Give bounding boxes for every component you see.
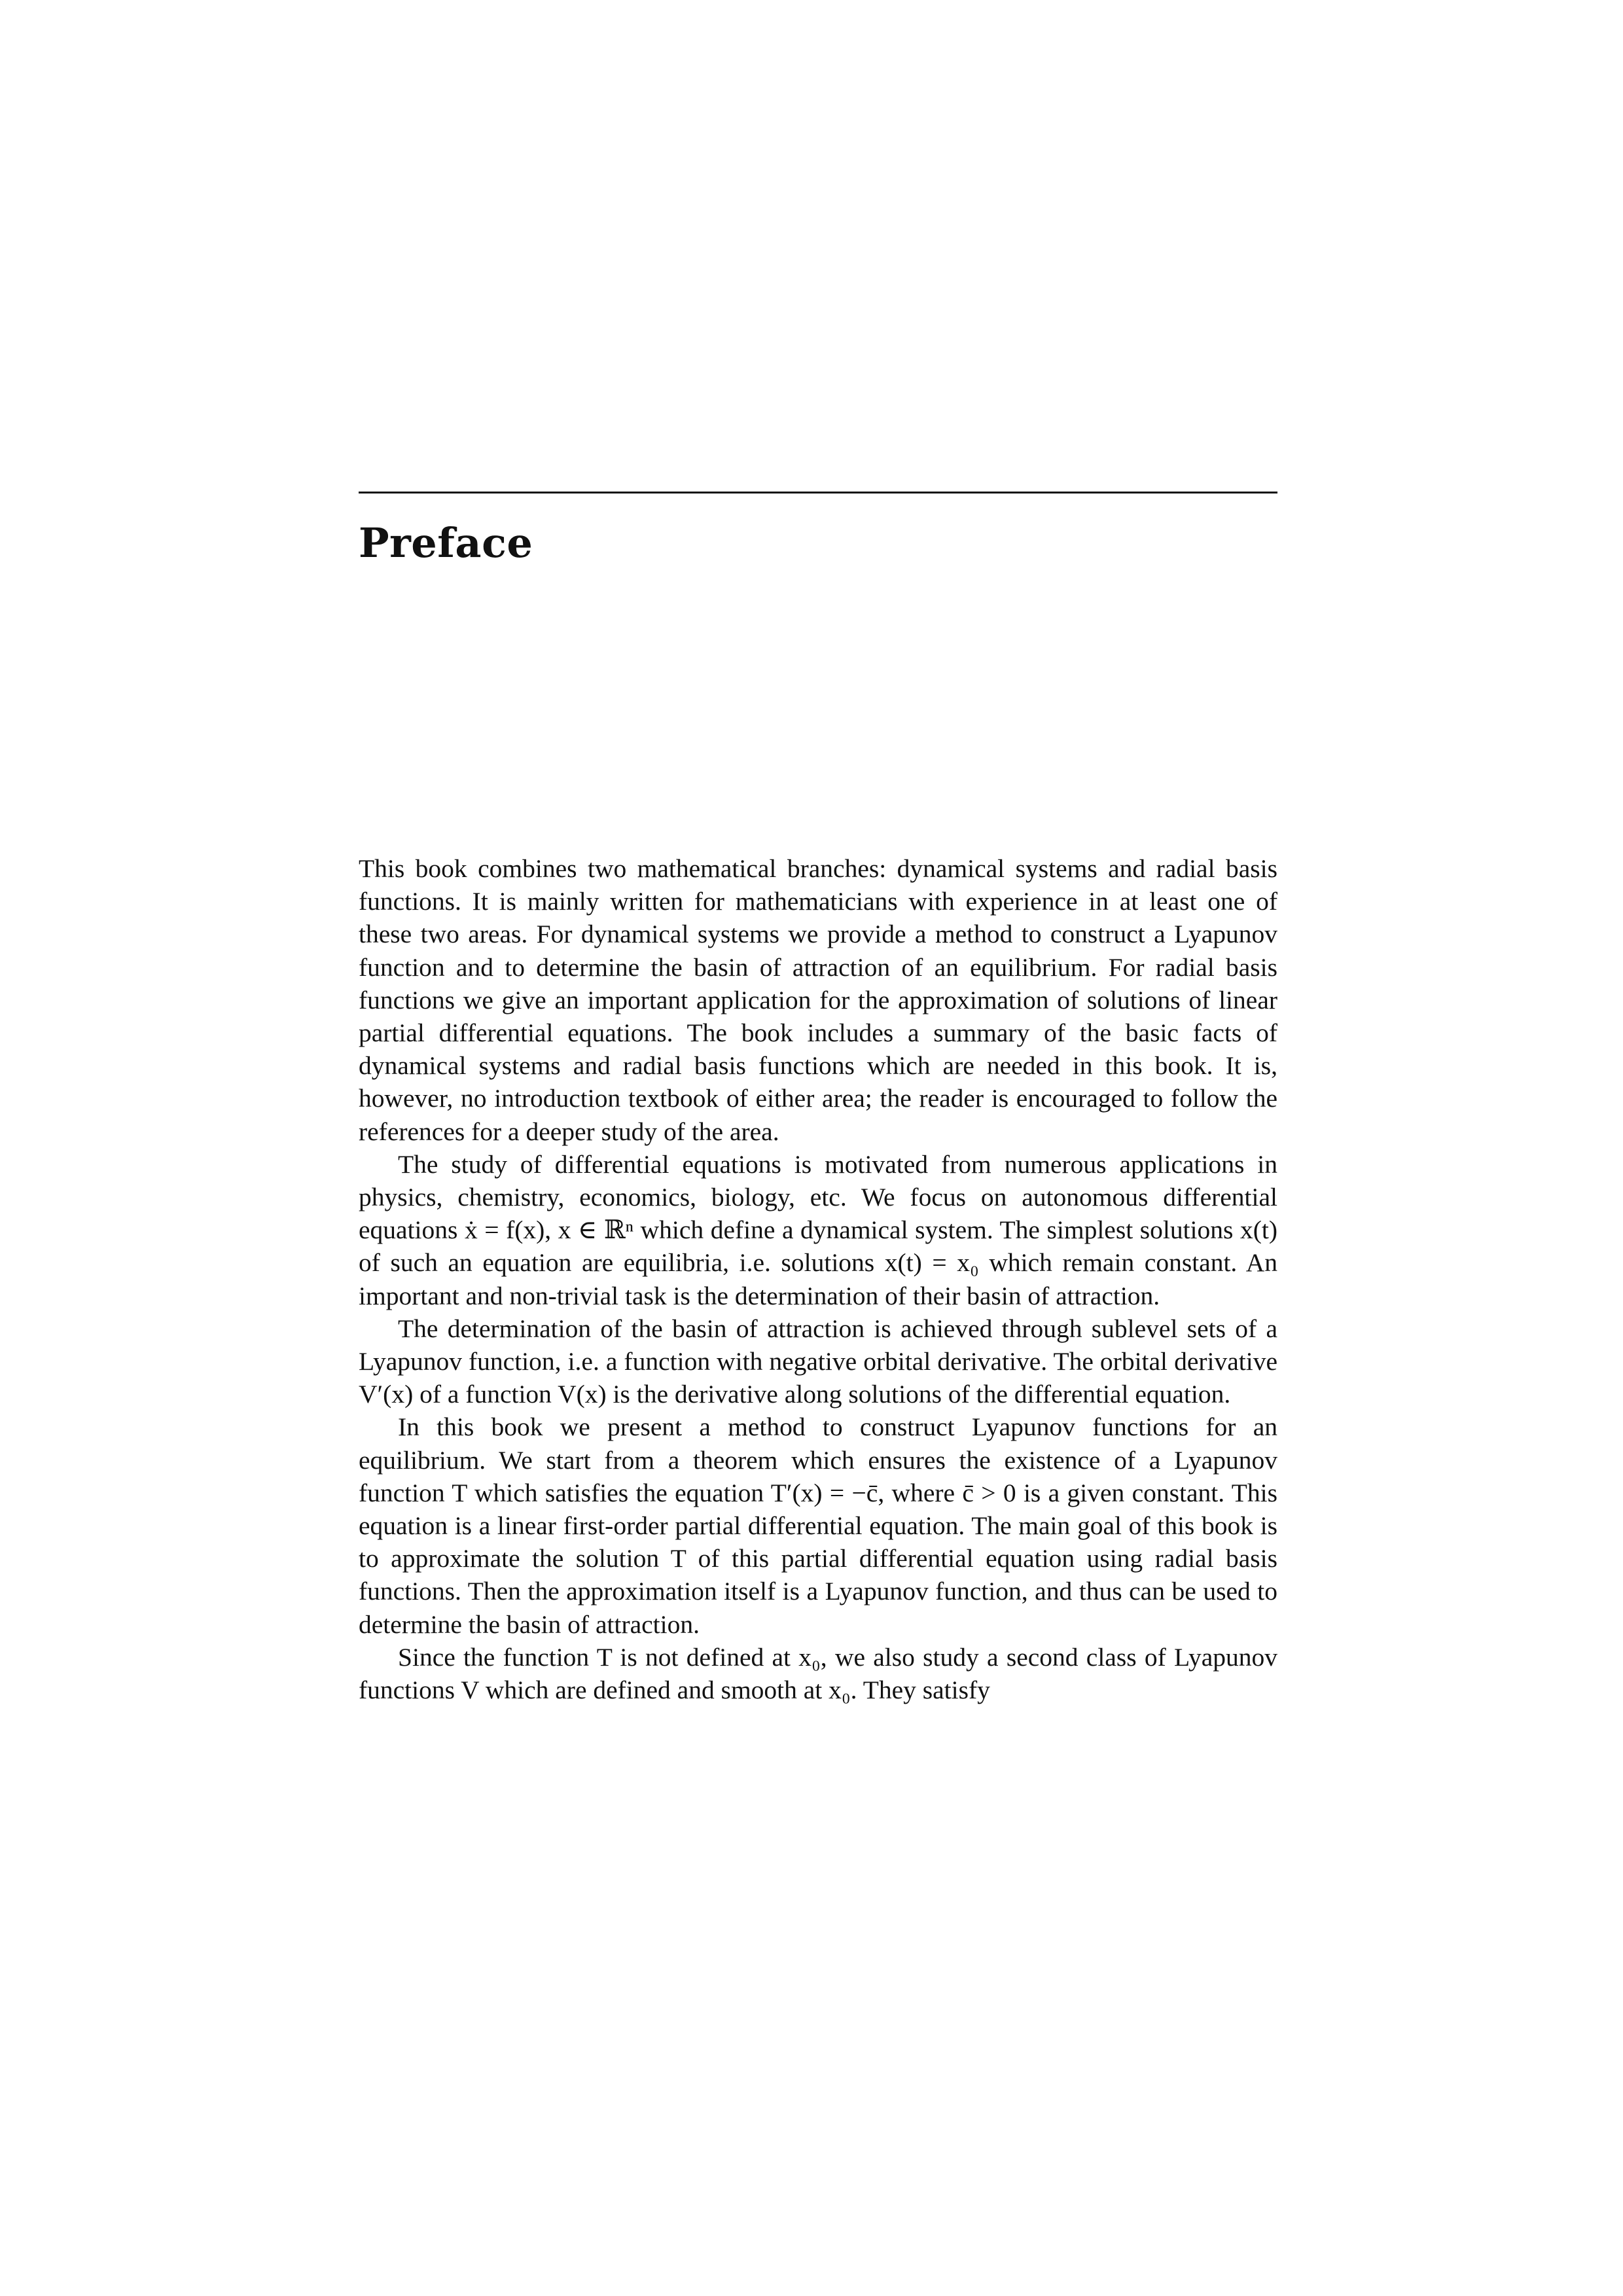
paragraph-5: Since the function T is not defined at x₀, we also study a second class of Lyapunov functions V which are defined and smooth at x₀. They satisfy bbox=[359, 1642, 1277, 1705]
paragraph-2: The study of differential equations is motivated from numerous applications in physics, chemistry, economics, biology, etc. We focus on autonomous differential equations ẋ = f(x), x ∈ ℝⁿ which define a dynamical system. The simplest solutions x(t) of such an equation are equilibria, i.e. solutions x(t) = x₀ which remain constant. An important and non-trivial task is the determination of their basin of attraction. bbox=[359, 1149, 1277, 1310]
paragraph-4: In this book we present a method to construct Lyapunov functions for an equilibrium. We start from a theorem which ensures the existence of a Lyapunov function T which satisfies the equation T′(x) = −c̄, where c̄ > 0 is a given constant. This equation is a linear first-order partial differential equation. The main goal of this book is to approximate the solution T of this partial differential equation using radial basis functions. Then the approximation itself is a Lyapunov function, and thus can be used to determine the basin of attraction. bbox=[359, 1412, 1277, 1639]
body-text bbox=[359, 852, 1277, 1706]
page-title: Preface bbox=[359, 519, 533, 567]
paragraph-1: This book combines two mathematical branches: dynamical systems and radial basis functions. It is mainly written for mathematicians with experience in at least one of these two areas. For dynamical systems we provide a method to construct a Lyapunov function and to determine the basin of attraction of an equilibrium. For radial basis functions we give an important application for the approximation of solutions of linear partial differential equations. The book includes a summary of the basic facts of dynamical systems and radial basis functions which are needed in this book. It is, however, no introduction textbook of either area; the reader is encouraged to follow the references for a deeper study of the area. bbox=[359, 854, 1277, 1146]
paragraph-3: The determination of the basin of attraction is achieved through sublevel sets of a Lyapunov function, i.e. a function with negative orbital derivative. The orbital derivative V′(x) of a function V(x) is the derivative along solutions of the differential equation. bbox=[359, 1314, 1277, 1409]
title-rule bbox=[359, 492, 1277, 493]
